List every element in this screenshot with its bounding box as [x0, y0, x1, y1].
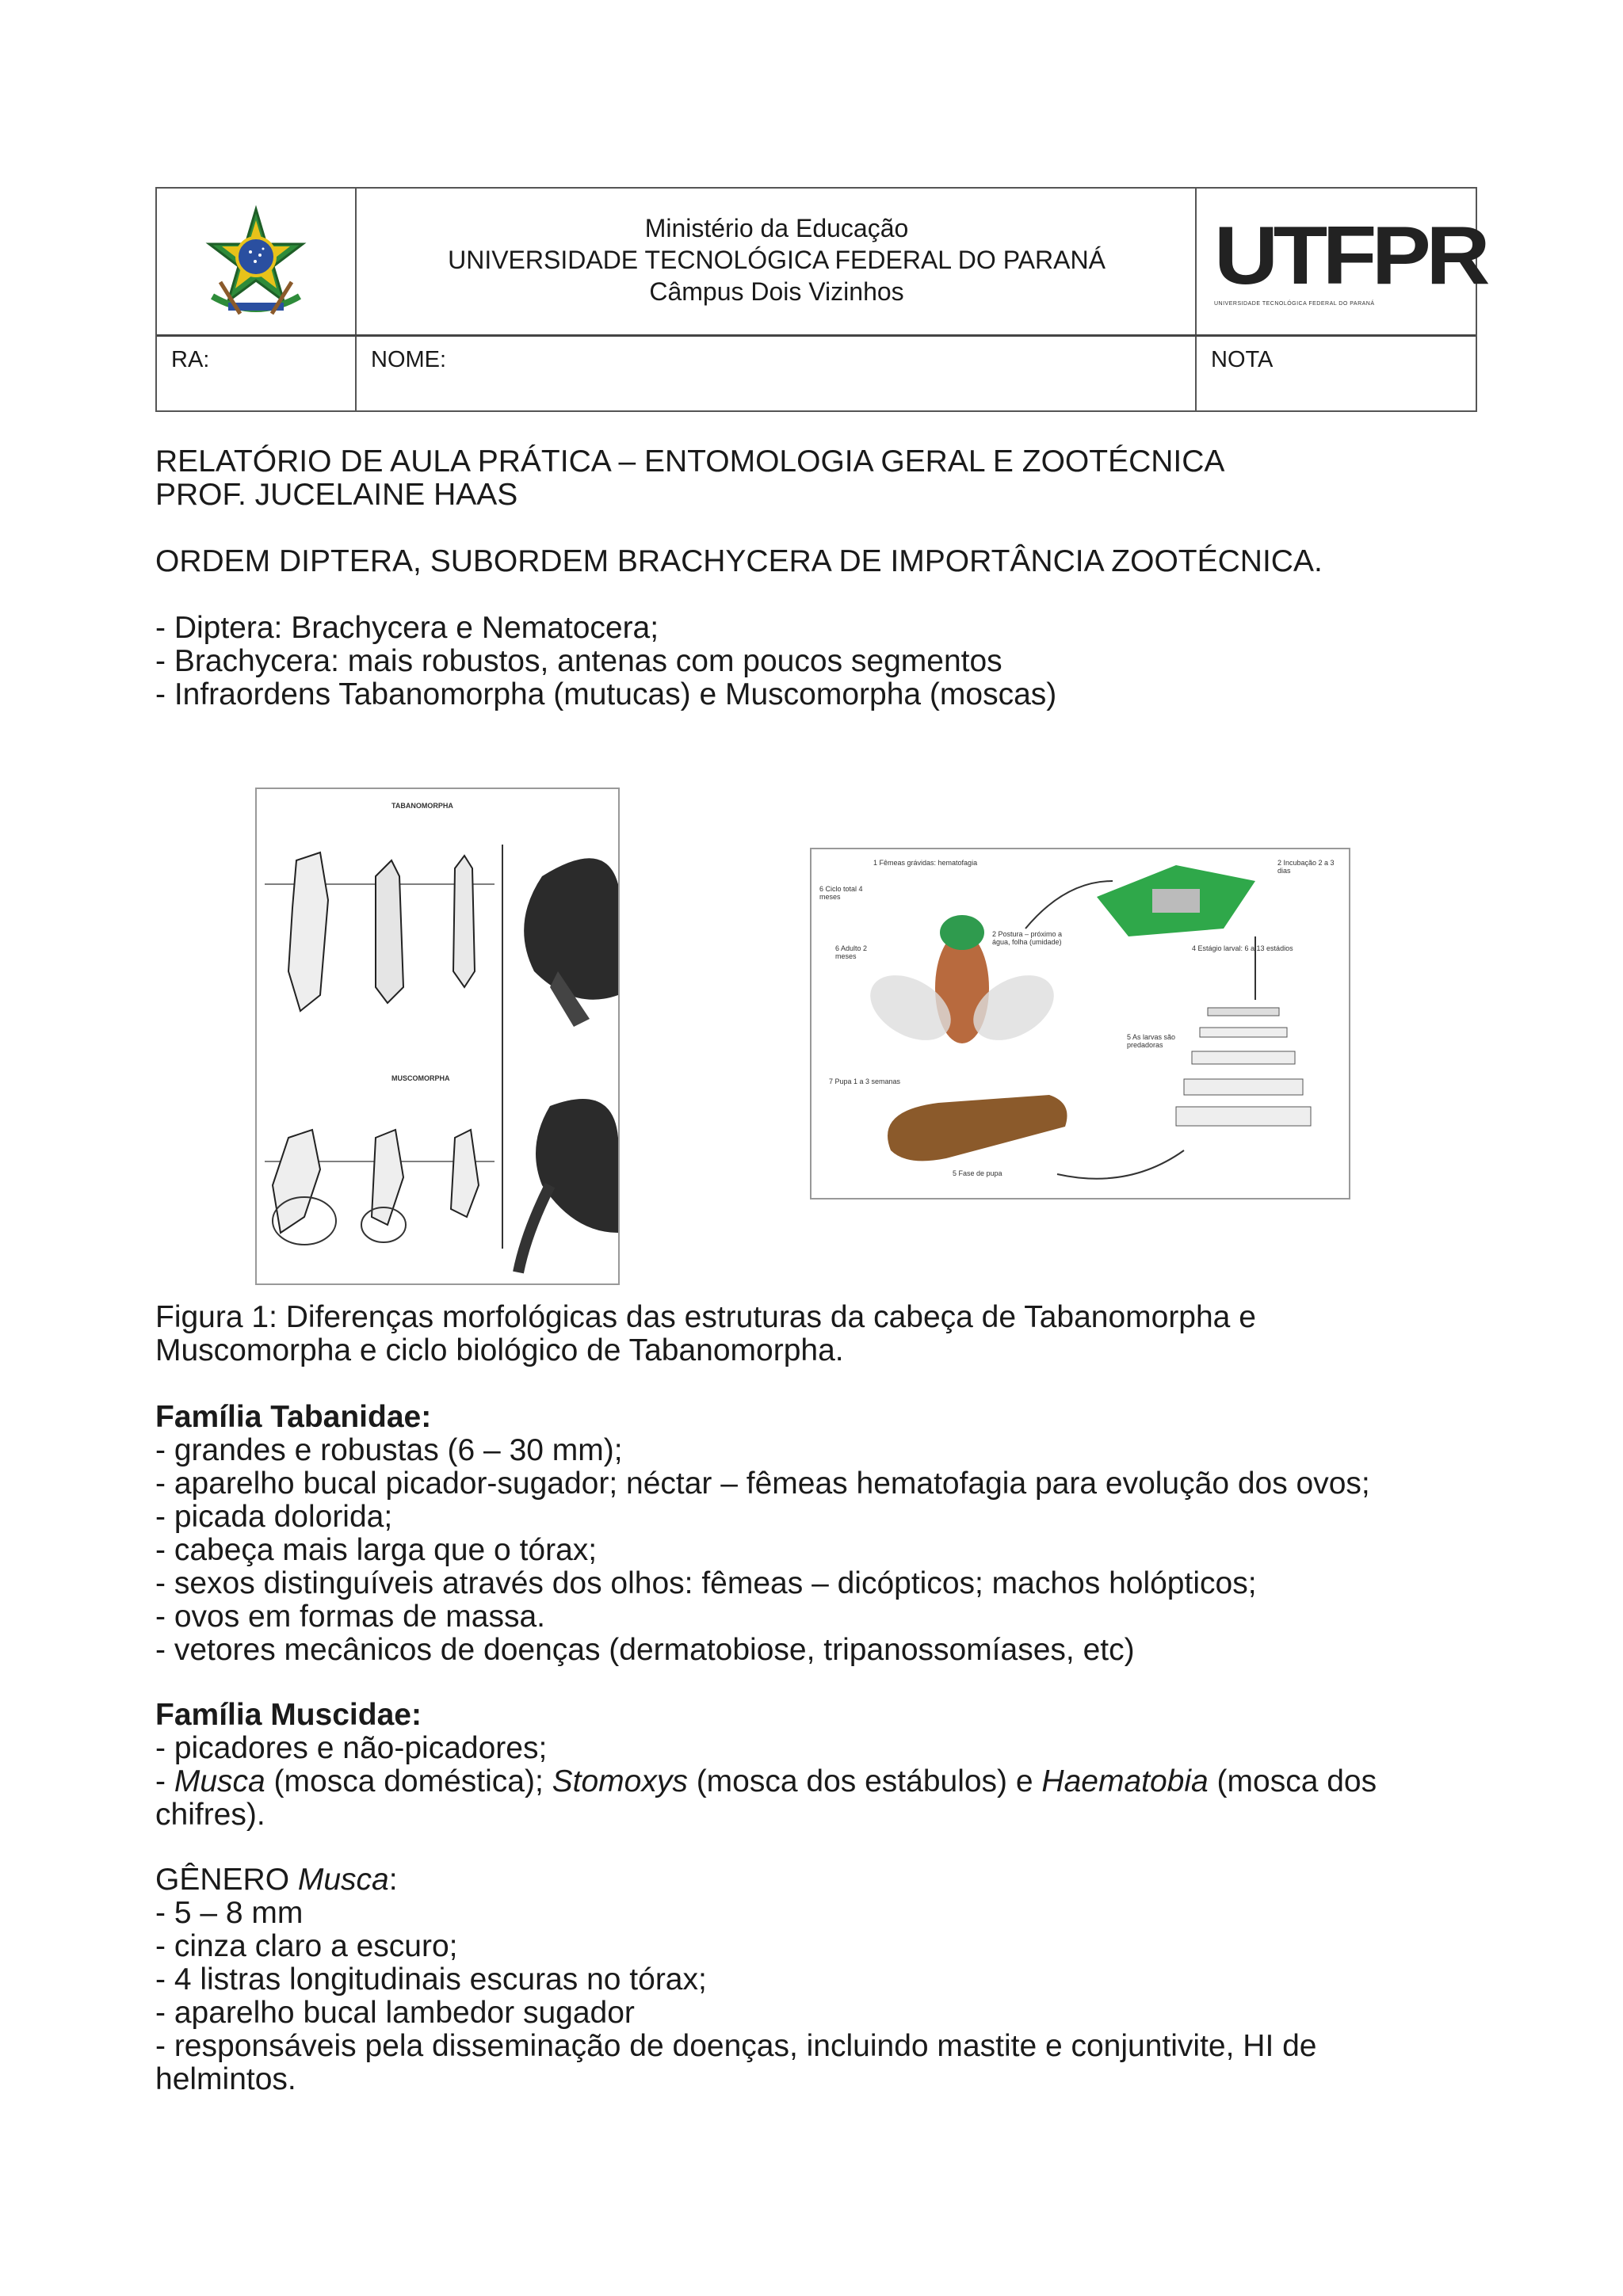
life-cycle-drawings — [812, 849, 1349, 1198]
morphology-drawings — [257, 789, 618, 1283]
list-item: - ovos em formas de massa. — [155, 1600, 545, 1634]
list-item-continuation: helmintos. — [155, 2062, 296, 2096]
list-item: - Infraordens Tabanomorpha (mutucas) e Muscomorpha (moscas) — [155, 677, 1057, 711]
cycle-label: 2 Postura – próximo a água, folha (umidade) — [992, 930, 1063, 946]
list-item: - Brachycera: mais robustos, antenas com poucos segmentos — [155, 644, 1002, 678]
list-item: - aparelho bucal picador-sugador; néctar – fêmeas hematofagia para evolução dos ovos; — [155, 1466, 1370, 1501]
figure-caption — [155, 1301, 1256, 1367]
genus-description: (mosca doméstica); — [265, 1764, 552, 1798]
cycle-label: 2 Incubação 2 a 3 dias — [1277, 859, 1335, 875]
header-table — [155, 187, 1485, 412]
heading-suffix: : — [388, 1863, 398, 1897]
list-item: - picada dolorida; — [155, 1500, 393, 1534]
genus-description: (mosca dos — [1208, 1764, 1377, 1798]
list-item: - 4 listras longitudinais escuras no tórax; — [155, 1962, 707, 1997]
list-item: - responsáveis pela disseminação de doenças, incluindo mastite e conjuntivite, HI de — [155, 2029, 1317, 2063]
item-prefix: - — [155, 1764, 174, 1798]
genus-name: Musca — [174, 1764, 265, 1798]
section-heading — [155, 1699, 1377, 1732]
utfpr-logo — [1214, 210, 1485, 315]
cycle-label: 7 Pupa 1 a 3 semanas — [829, 1077, 901, 1085]
nome-label: NOME: — [371, 347, 447, 372]
genus-name: Musca — [297, 1863, 389, 1897]
brazil-coat-of-arms-icon — [197, 203, 315, 322]
list-item: - Diptera: Brachycera e Nematocera; — [155, 611, 659, 645]
list-item: - 5 – 8 mm — [155, 1896, 304, 1930]
cycle-label: 4 Estágio larval: 6 a 13 estádios — [1192, 944, 1293, 952]
intro-list — [155, 612, 1056, 711]
institution-block — [357, 212, 1197, 307]
muscidae-section — [155, 1699, 1377, 1832]
list-item-continuation: chifres). — [155, 1798, 265, 1832]
nota-label: NOTA — [1211, 347, 1274, 372]
cycle-label: 1 Fêmeas grávidas: hematofagia — [873, 859, 978, 867]
report-title — [155, 445, 1224, 512]
list-item: - cinza claro a escuro; — [155, 1929, 458, 1963]
caption-line: Figura 1: Diferenças morfológicas das estruturas da cabeça de Tabanomorpha e — [155, 1300, 1256, 1334]
utfpr-logo-subtext: UNIVERSIDADE TECNOLÓGICA FEDERAL DO PARANÁ — [1214, 301, 1375, 307]
list-item: - vetores mecânicos de doenças (dermatobiose, tripanossomíases, etc) — [155, 1633, 1135, 1667]
campus-name: Câmpus Dois Vizinhos — [649, 277, 904, 306]
genus-name: Haematobia — [1041, 1764, 1209, 1798]
list-item: - grandes e robustas (6 – 30 mm); — [155, 1433, 623, 1467]
section-heading — [155, 1401, 1370, 1434]
morphology-figure — [255, 788, 620, 1285]
list-item: - sexos distinguíveis através dos olhos: fêmeas – dicópticos; machos holópticos; — [155, 1566, 1257, 1600]
list-item — [155, 1765, 1377, 1798]
tabanomorpha-label: TABANOMORPHA — [391, 802, 453, 810]
professor-line: PROF. JUCELAINE HAAS — [155, 478, 518, 512]
title-line: RELATÓRIO DE AULA PRÁTICA – ENTOMOLOGIA GERAL E ZOOTÉCNICA — [155, 444, 1225, 479]
ra-label: RA: — [171, 347, 210, 372]
caption-line: Muscomorpha e ciclo biológico de Tabanomorpha. — [155, 1333, 844, 1367]
genus-name: Stomoxys — [552, 1764, 688, 1798]
tabanidae-section — [155, 1401, 1370, 1667]
section-heading — [155, 1863, 1317, 1897]
list-item: - aparelho bucal lambedor sugador — [155, 1996, 635, 2030]
life-cycle-figure — [810, 848, 1350, 1199]
muscomorpha-label: MUSCOMORPHA — [391, 1074, 450, 1082]
university-name: UNIVERSIDADE TECNOLÓGICA FEDERAL DO PARANÁ — [448, 246, 1106, 274]
header-divider — [157, 334, 1476, 337]
cycle-label: 5 Fase de pupa — [953, 1169, 1002, 1177]
ministry-name: Ministério da Educação — [644, 214, 909, 242]
genus-description: (mosca dos estábulos) e — [687, 1764, 1042, 1798]
heading-prefix: GÊNERO — [155, 1863, 298, 1897]
genero-musca-section — [155, 1863, 1317, 2096]
list-item: - cabeça mais larga que o tórax; — [155, 1533, 598, 1567]
cycle-label: 6 Adulto 2 meses — [835, 944, 868, 960]
cycle-label: 5 As larvas são predadoras — [1127, 1033, 1176, 1049]
utfpr-logo-text: UTFPR — [1214, 210, 1485, 302]
heading-text: Família Muscidae: — [155, 1698, 422, 1732]
list-item: - picadores e não-picadores; — [155, 1731, 548, 1765]
heading-text: Família Tabanidae: — [155, 1400, 432, 1434]
section-subtitle: ORDEM DIPTERA, SUBORDEM BRACHYCERA DE IMPORTÂNCIA ZOOTÉCNICA. — [155, 544, 1323, 578]
cycle-label: 6 Ciclo total 4 meses — [819, 885, 863, 901]
